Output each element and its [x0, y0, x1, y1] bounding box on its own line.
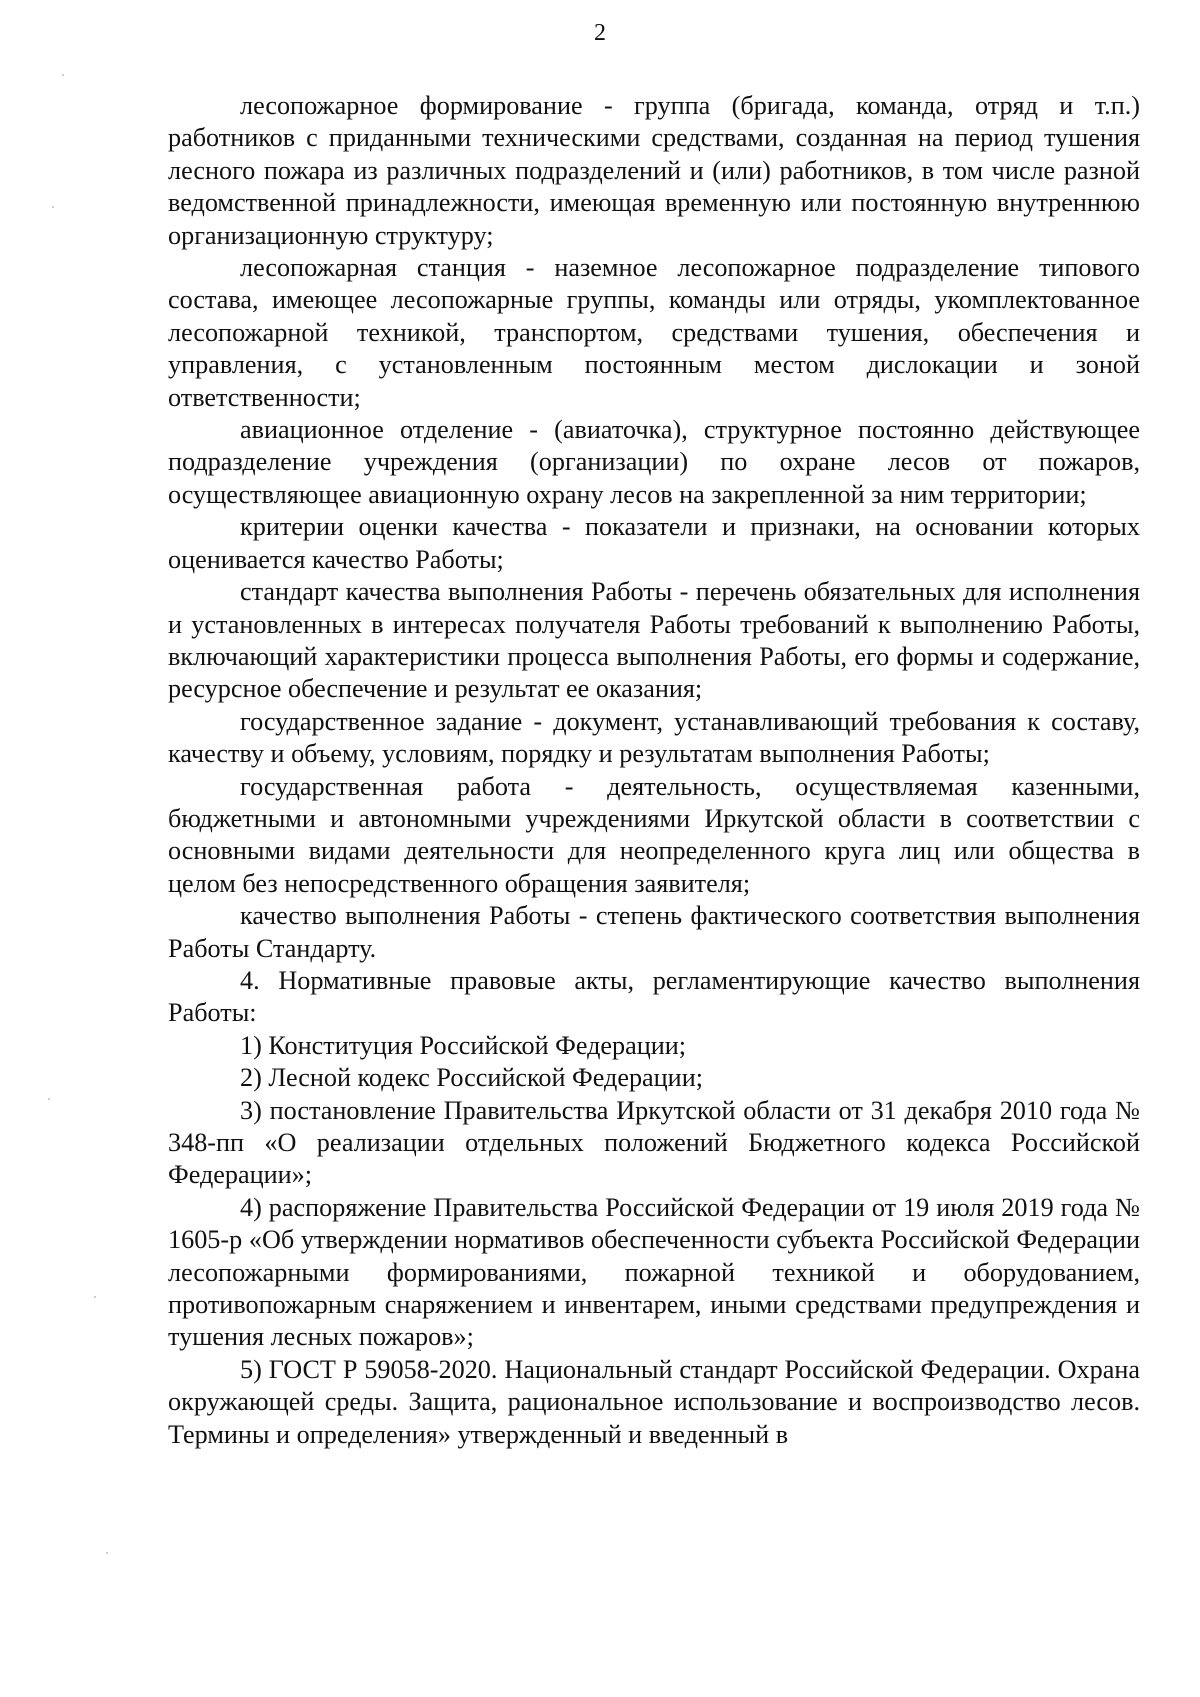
- definition-forest-fire-station: лесопожарная станция - наземное лесопожарное подразделение типового состава, имеющее лесопожарные группы, команды или отряды, укомплектованное лесопожарной техникой, транспортом, средствами тушения, обеспечения и управления, с установленным постоянным местом дислокации и зоной ответственности;: [168, 253, 1140, 412]
- scan-speck: [52, 206, 54, 208]
- definition-state-assignment: государственное задание - документ, устанавливающий требования к составу, качеству и объему, условиям, порядку и результатам выполнения Работы;: [168, 706, 1140, 769]
- definition-work-quality: качество выполнения Работы - степень фактического соответствия выполнения Работы Стандарту.: [168, 901, 1140, 963]
- definition-quality-criteria: критерии оценки качества - показатели и признаки, на основании которых оценивается качество Работы;: [168, 512, 1140, 574]
- scan-speck: [62, 74, 64, 76]
- section-4-heading: 4. Нормативные правовые акты, регламентирующие качество выполнения Работы:: [168, 965, 1140, 1028]
- legal-act-item-5: 5) ГОСТ Р 59058-2020. Национальный стандарт Российской Федерации. Охрана окружающей среды. Защита, рациональное использование и воспроизводство лесов. Термины и определения» утвержденный и введенный в: [168, 1354, 1140, 1449]
- legal-act-item-4: 4) распоряжение Правительства Российской Федерации от 19 июля 2019 года № 1605-р «Об утверждении нормативов обеспеченности субъекта Российской Федерации лесопожарными формированиями, пожарной техникой и оборудованием, противопожарным снаряжением и инвентарем, иными средствами предупреждения и тушения лесных пожаров»;: [168, 1192, 1140, 1352]
- document-body: [168, 90, 1140, 1451]
- definition-state-work: государственная работа - деятельность, осуществляемая казенными, бюджетными и автономными учреждениями Иркутской области в соответствии с основными видами деятельности для неопределенного круга лиц или общества в целом без непосредственного обращения заявителя;: [168, 771, 1140, 898]
- legal-act-item-2: 2) Лесной кодекс Российской Федерации;: [240, 1063, 703, 1093]
- scan-speck: [48, 1098, 50, 1100]
- scan-speck: [106, 1552, 108, 1554]
- scan-speck: [94, 1296, 96, 1298]
- definition-forest-fire-formation: лесопожарное формирование - группа (бригада, команда, отряд и т.п.) работников с приданными техническими средствами, созданная на период тушения лесного пожара из различных подразделений и (или) работников, в том числе разной ведомственной принадлежности, имеющая временную или постоянную внутреннюю организационную структуру;: [168, 91, 1140, 250]
- definition-aviation-department: авиационное отделение - (авиаточка), структурное постоянно действующее подразделение учреждения (организации) по охране лесов от пожаров, осуществляющее авиационную охрану лесов на закрепленной за ним территории;: [168, 415, 1140, 509]
- page-number: 2: [594, 20, 606, 46]
- legal-act-item-1: 1) Конституция Российской Федерации;: [240, 1030, 687, 1060]
- legal-act-item-3: 3) постановление Правительства Иркутской области от 31 декабря 2010 года № 348-пп «О реализации отдельных положений Бюджетного кодекса Российской Федерации»;: [168, 1095, 1140, 1190]
- definition-quality-standard: стандарт качества выполнения Работы - перечень обязательных для исполнения и установленных в интересах получателя Работы требований к выполнению Работы, включающий характеристики процесса выполнения Работы, его формы и содержание, ресурсное обеспечение и результат ее оказания;: [168, 577, 1140, 704]
